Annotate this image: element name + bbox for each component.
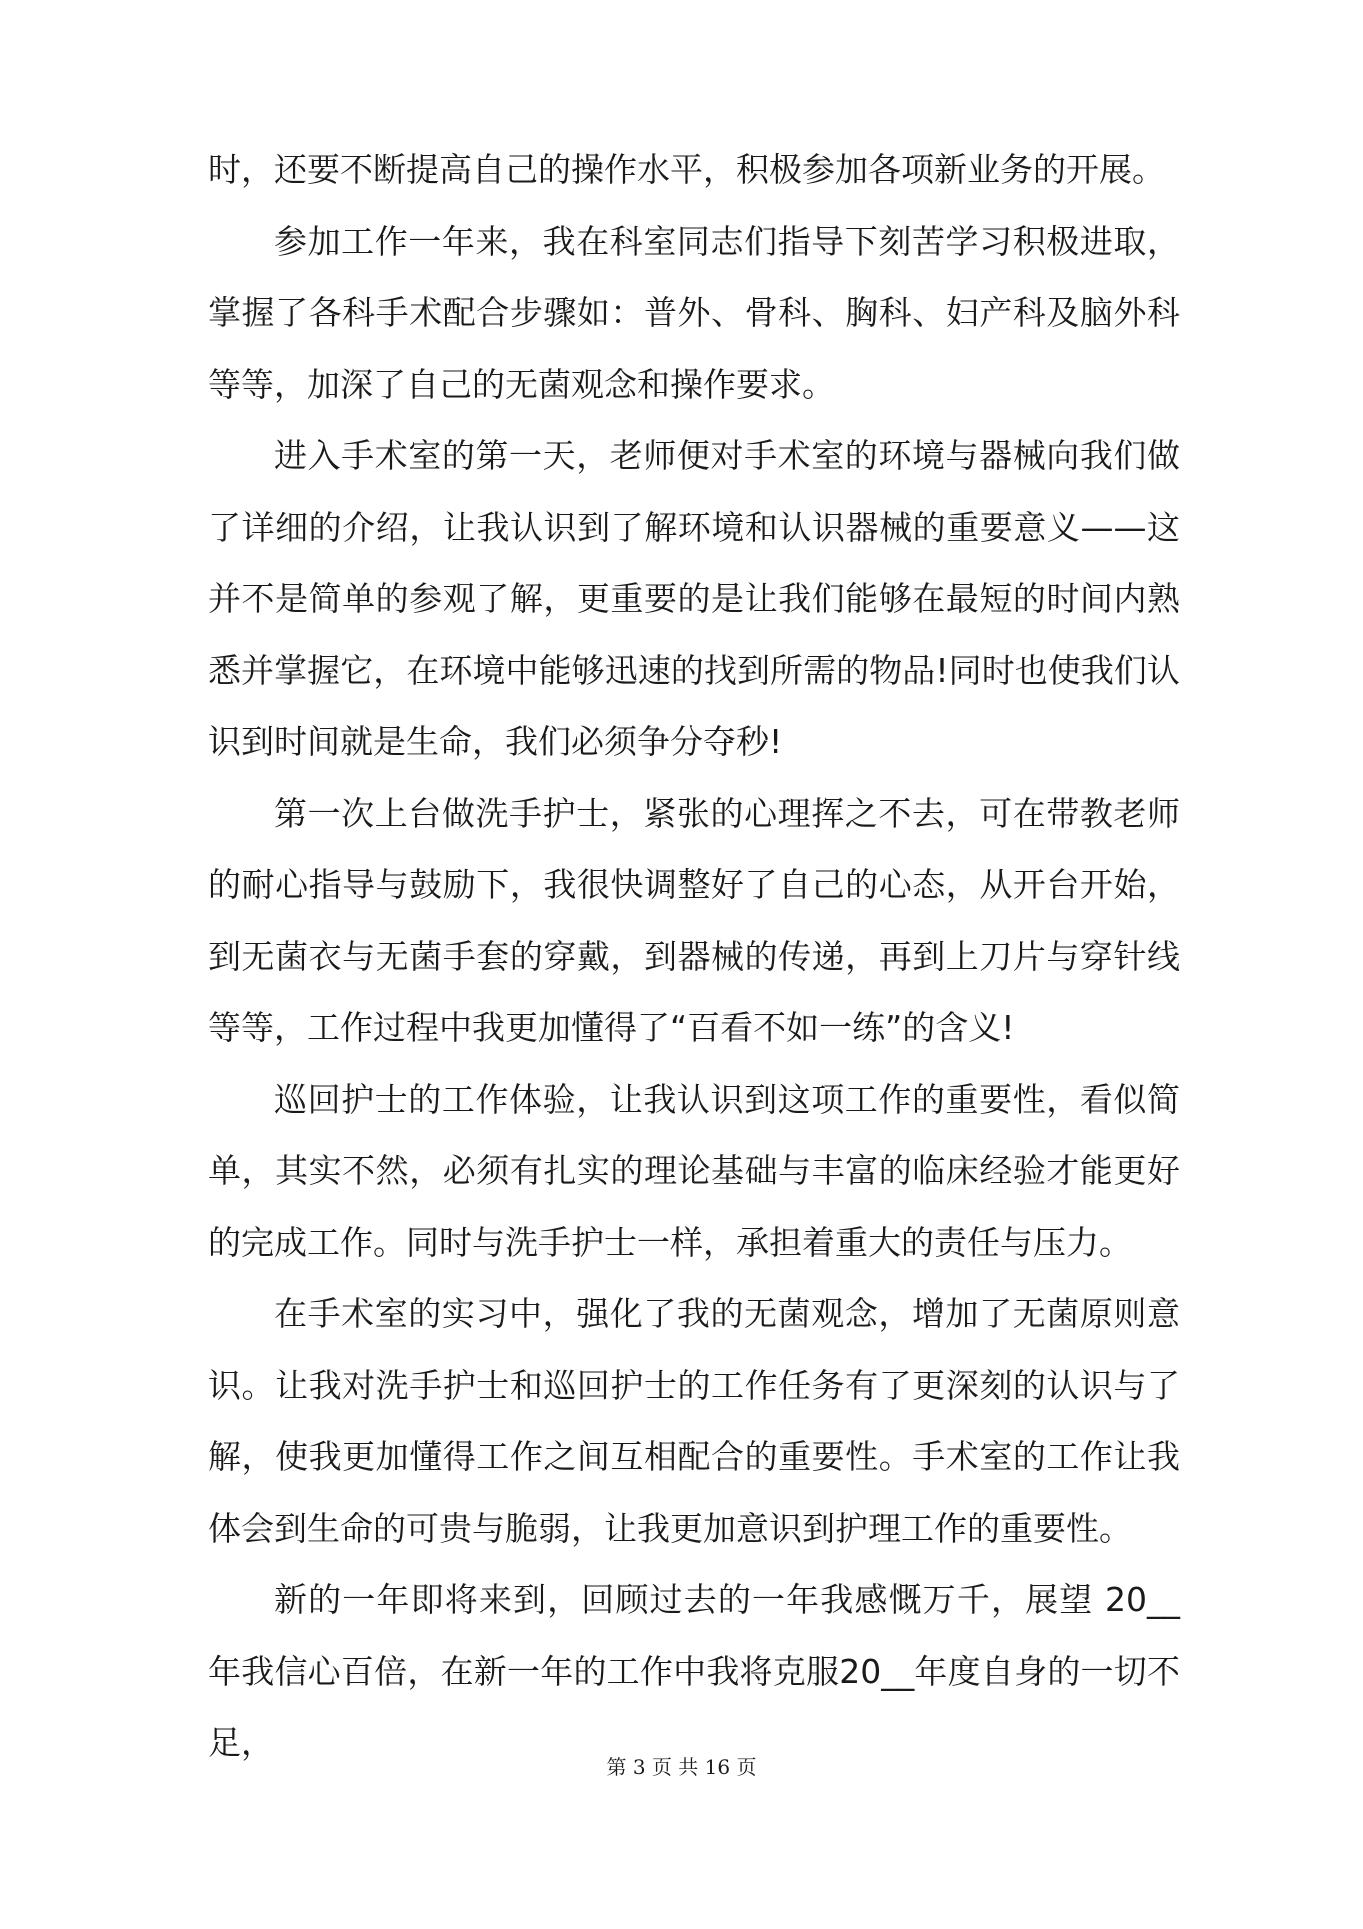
paragraph-1: 时，还要不断提高自己的操作水平，积极参加各项新业务的开展。: [208, 150, 1165, 189]
body-text: [208, 134, 1180, 1779]
paragraph-7: 新的一年即将来到，回顾过去的一年我感慨万千，展望 20__年我信心百倍，在新一年的工作中我将克服20__年度自身的一切不足，: [208, 1580, 1180, 1762]
paragraph-3: 进入手术室的第一天，老师便对手术室的环境与器械向我们做了详细的介绍，让我认识到了解环境和认识器械的重要意义——这并不是简单的参观了解，更重要的是让我们能够在最短的时间内熟悉并掌握它，在环境中能够迅速的找到所需的物品!同时也使我们认识到时间就是生命，我们必须争分夺秒!: [208, 436, 1180, 761]
page-number-footer: 第 3 页 共 16 页: [606, 1755, 757, 1779]
paragraph-5: 巡回护士的工作体验，让我认识到这项工作的重要性，看似简单，其实不然，必须有扎实的理论基础与丰富的临床经验才能更好的完成工作。同时与洗手护士一样，承担着重大的责任与压力。: [208, 1079, 1180, 1262]
paragraph-6: 在手术室的实习中，强化了我的无菌观念，增加了无菌原则意识。让我对洗手护士和巡回护士的工作任务有了更深刻的认识与了解，使我更加懂得工作之间互相配合的重要性。手术室的工作让我体会到生命的可贵与脆弱，让我更加意识到护理工作的重要性。: [208, 1294, 1180, 1548]
paragraph-4: 第一次上台做洗手护士，紧张的心理挥之不去，可在带教老师的耐心指导与鼓励下，我很快调整好了自己的心态，从开台开始，到无菌衣与无菌手套的穿戴，到器械的传递，再到上刀片与穿针线等等，工作过程中我更加懂得了“百看不如一练”的含义!: [208, 793, 1180, 1047]
paragraph-2: 参加工作一年来，我在科室同志们指导下刻苦学习积极进取，掌握了各科手术配合步骤如：普外、骨科、胸科、妇产科及脑外科等等，加深了自己的无菌观念和操作要求。: [208, 221, 1180, 404]
